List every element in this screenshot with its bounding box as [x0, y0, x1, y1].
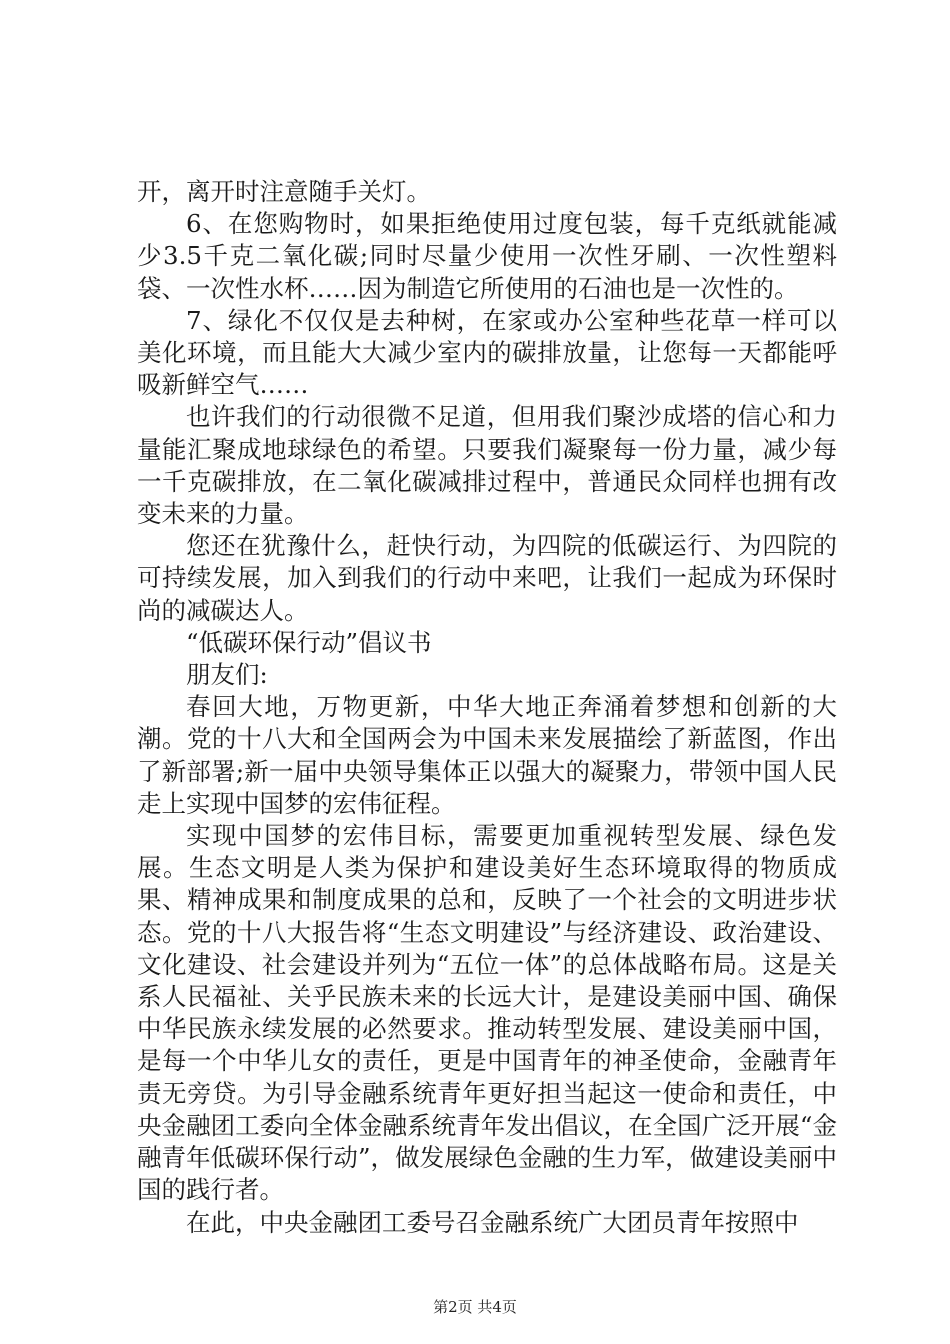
paragraph: 7、绿化不仅仅是去种树，在家或办公室种些花草一样可以美化环境，而且能大大减少室内的碳排放量，让您每一天都能呼吸新鲜空气…… — [137, 305, 837, 400]
salutation: 朋友们: — [186, 660, 268, 690]
paragraph: 开，离开时注意随手关灯。 — [137, 177, 431, 206]
page-number-footer: 第2页 共4页 — [433, 1298, 517, 1316]
paragraph: 在此，中央金融团工委号召金融系统广大团员青年按照中 — [186, 1207, 799, 1237]
paragraph: 春回大地，万物更新，中华大地正奔涌着梦想和创新的大潮。党的十八大和全国两会为中国未来发展描绘了新蓝图，作出了新部署;新一届中央领导集体正以强大的凝聚力，带领中国人民走上实现中国梦的宏伟征程。 — [137, 692, 837, 818]
paragraph: 您还在犹豫什么，赶快行动，为四院的低碳运行、为四院的可持续发展，加入到我们的行动中来吧，让我们一起成为环保时尚的减碳达人。 — [137, 531, 837, 625]
paragraph: 6、在您购物时，如果拒绝使用过度包装，每千克纸就能减少3.5千克二氧化碳;同时尽量少使用一次性牙刷、一次性塑料袋、一次性水杯……因为制造它所使用的石油也是一次性的。 — [137, 209, 837, 303]
document-body — [137, 176, 837, 1239]
paragraph: 也许我们的行动很微不足道，但用我们聚沙成塔的信心和力量能汇聚成地球绿色的希望。只要我们凝聚每一份力量，减少每一千克碳排放，在二氧化碳减排过程中，普通民众同样也拥有改变未来的力量。 — [137, 402, 837, 529]
section-title: “低碳环保行动”倡议书 — [186, 627, 432, 657]
paragraph: 实现中国梦的宏伟目标，需要更加重视转型发展、绿色发展。生态文明是人类为保护和建设美好生态环境取得的物质成果、精神成果和制度成果的总和，反映了一个社会的文明进步状态。党的十八大报告将“生态文明建设”与经济建设、政治建设、文化建设、社会建设并列为“五位一体”的总体战略布局。这是关系人民福祉、关乎民族未来的长远大计，是建设美丽中国、确保中华民族永续发展的必然要求。推动转型发展、建设美丽中国，是每一个中华儿女的责任，更是中国青年的神圣使命，金融青年责无旁贷。为引导金融系统青年更好担当起这一使命和责任，中央金融团工委向全体金融系统青年发出倡议，在全国广泛开展“金融青年低碳环保行动”，做发展绿色金融的生力军，做建设美丽中国的践行者。 — [137, 821, 837, 1205]
